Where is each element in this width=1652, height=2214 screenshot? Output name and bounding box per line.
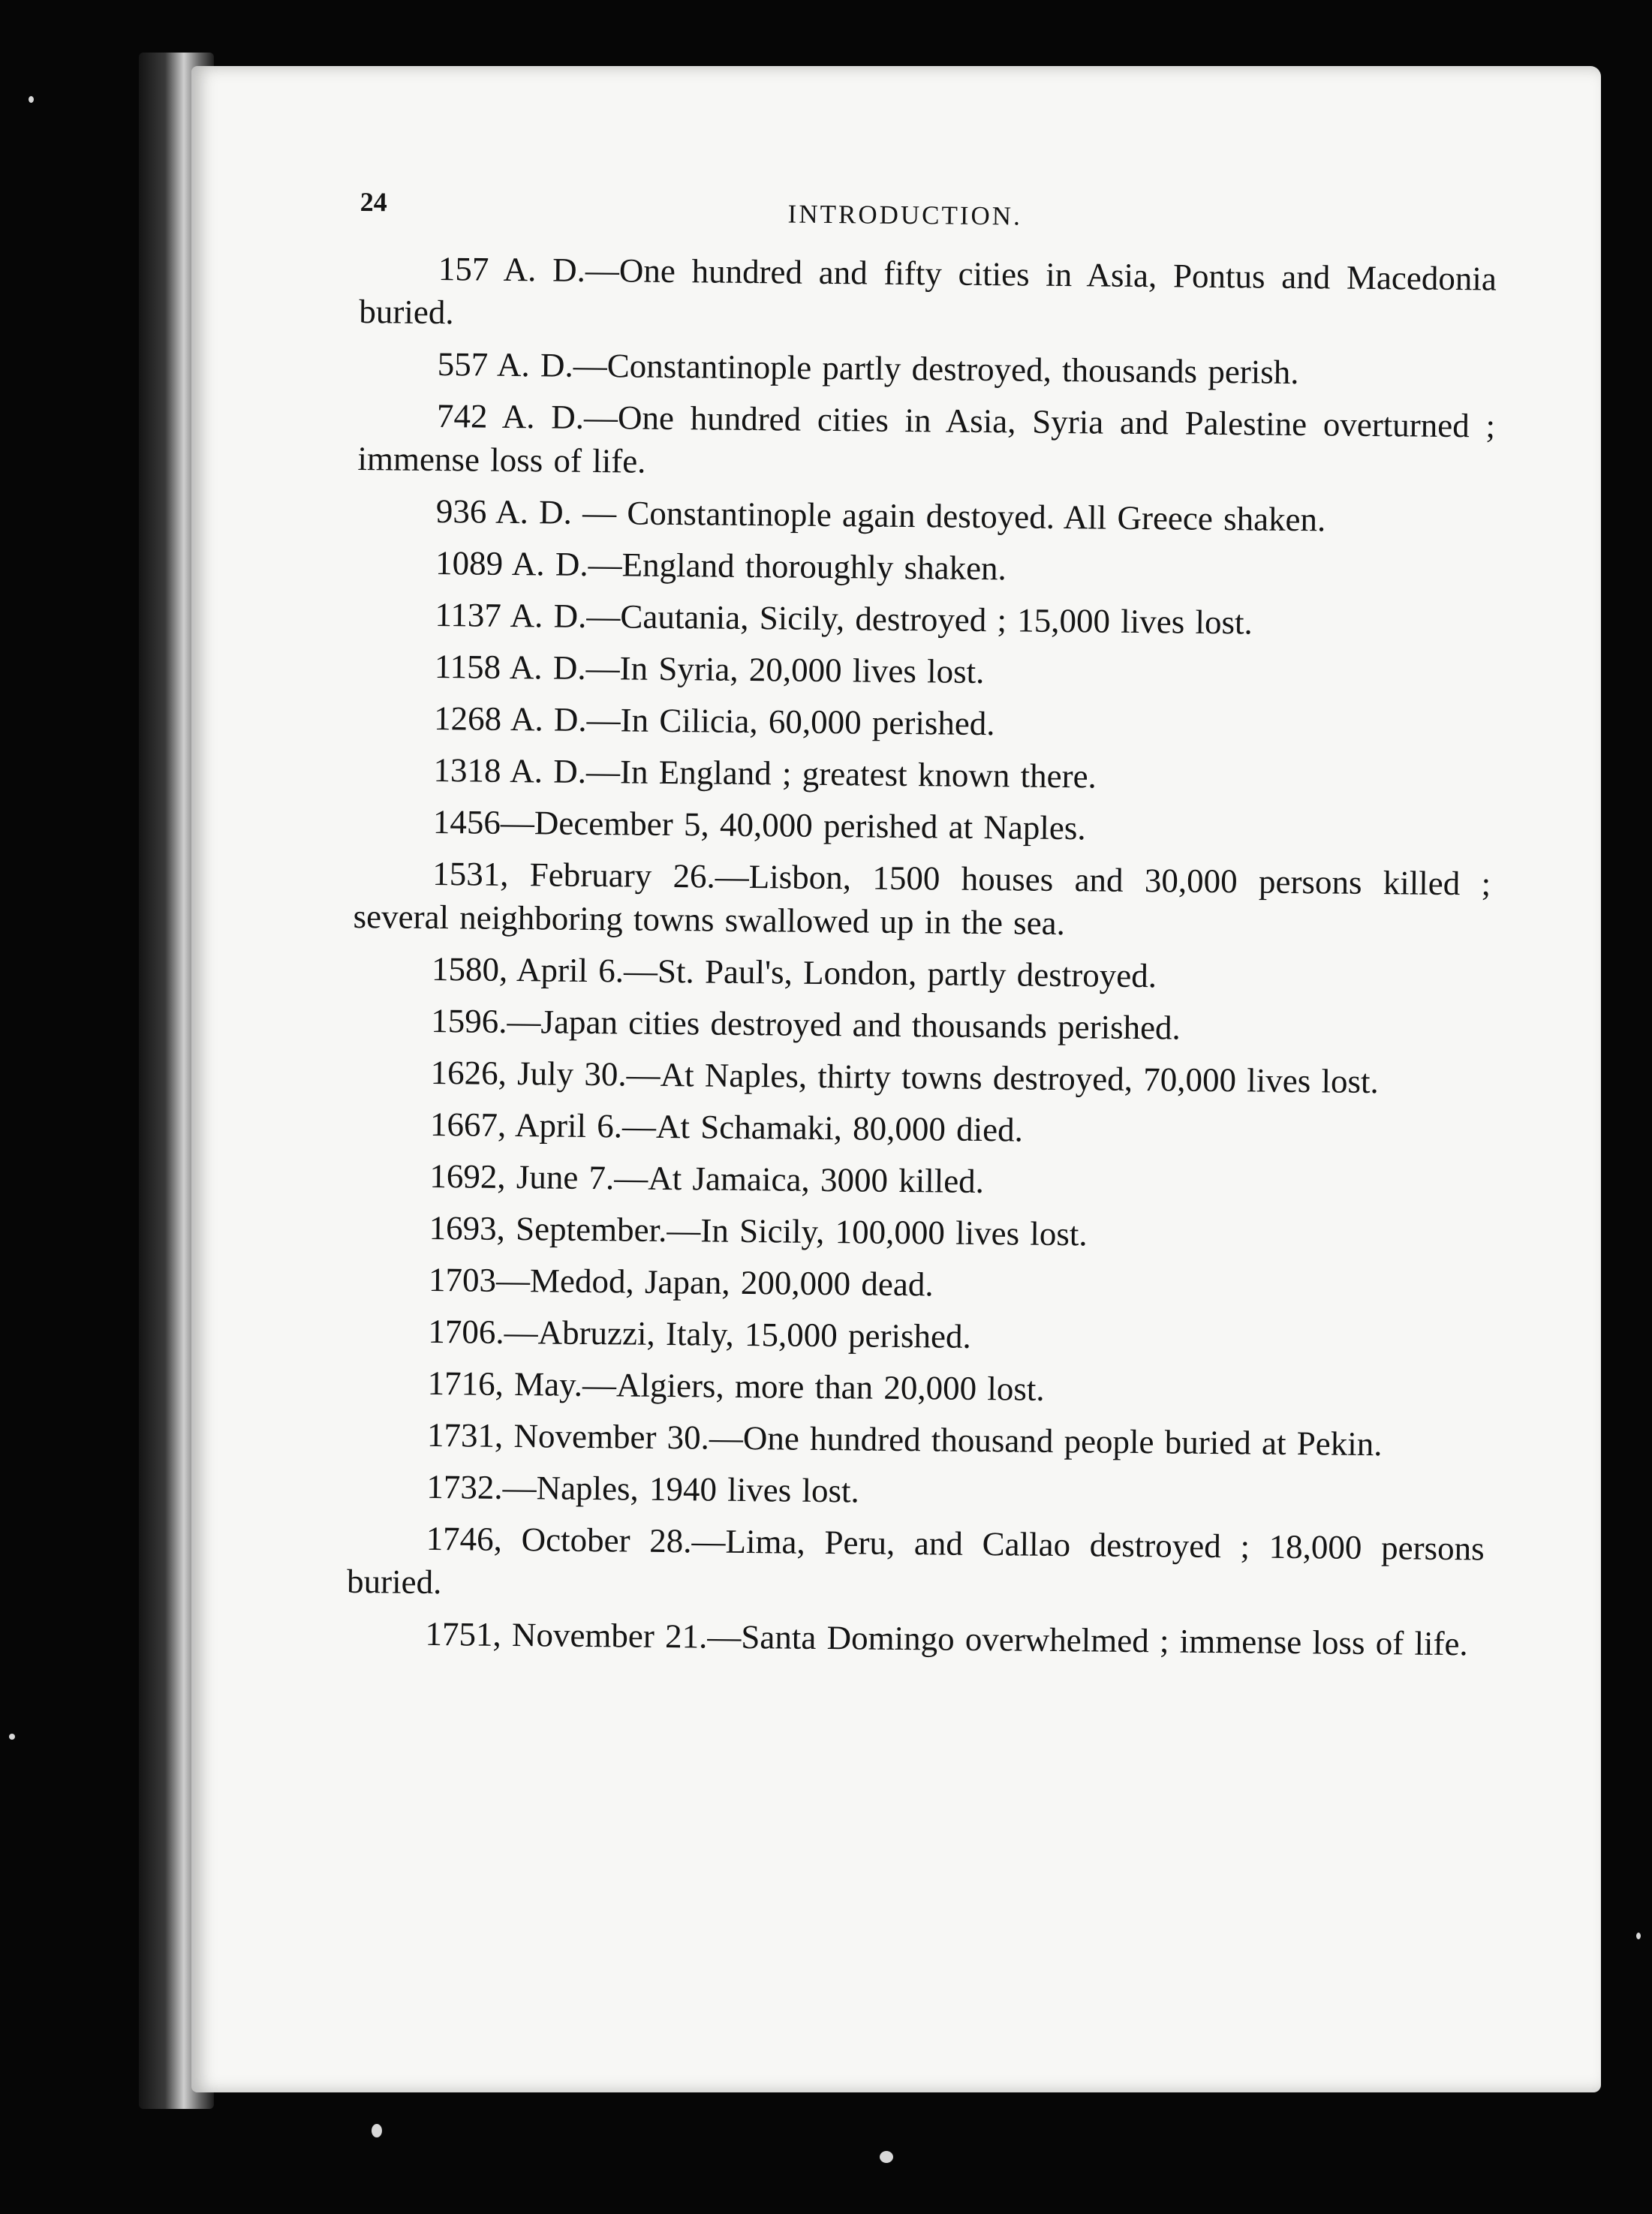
page-header — [360, 186, 1497, 257]
list-item: 1531, February 26.—Lisbon, 1500 houses and 30,000 persons killed ; several neighboring towns swallowed up in the sea. — [353, 854, 1491, 943]
list-item: 1706.—Abruzzi, Italy, 15,000 perished. — [428, 1312, 971, 1355]
list-item: 157 A. D.—One hundred and fifty cities in Asia, Pontus and Macedonia buried. — [359, 250, 1497, 332]
list-item: 1693, September.—In Sicily, 100,000 lives lost. — [429, 1208, 1088, 1253]
list-item: 1089 A. D.—England thoroughly shaken. — [435, 543, 1007, 588]
book-page — [191, 66, 1601, 2092]
running-head: INTRODUCTION. — [787, 199, 1023, 231]
list-item: 1456—December 5, 40,000 perished at Naples. — [432, 802, 1086, 847]
page-number: 24 — [360, 186, 387, 218]
list-item: 1137 A. D.—Cautania, Sicily, destroyed ; 15,000 lives lost. — [435, 595, 1253, 642]
list-item: 1751, November 21.—Santa Domingo overwhelmed ; immense loss of life. — [425, 1614, 1468, 1663]
earthquake-chronology-list — [346, 246, 1497, 1665]
list-item: 1667, April 6.—At Schamaki, 80,000 died. — [429, 1105, 1024, 1149]
list-item: 1746, October 28.—Lima, Peru, and Callao destroyed ; 18,000 persons buried. — [346, 1519, 1485, 1602]
list-item: 1732.—Naples, 1940 lives lost. — [426, 1467, 860, 1510]
list-item: 1716, May.—Algiers, more than 20,000 lost. — [427, 1364, 1045, 1408]
list-item: 1268 A. D.—In Cilicia, 60,000 perished. — [433, 699, 995, 743]
list-item: 1580, April 6.—St. Paul's, London, partly destroyed. — [431, 949, 1157, 995]
list-item: 1626, July 30.—At Naples, thirty towns destroyed, 70,000 lives lost. — [430, 1053, 1380, 1101]
list-item: 936 A. D. — Constantinople again destoyed. All Greece shaken. — [435, 492, 1326, 539]
list-item: 1692, June 7.—At Jamaica, 3000 killed. — [429, 1157, 985, 1201]
list-item: 1731, November 30.—One hundred thousand people buried at Pekin. — [426, 1415, 1383, 1463]
list-item: 557 A. D.—Constantinople partly destroyed, thousands perish. — [437, 344, 1299, 392]
list-item: 1703—Medod, Japan, 200,000 dead. — [428, 1260, 934, 1304]
page-content — [346, 186, 1497, 1674]
list-item: 1318 A. D.—In England ; greatest known there. — [433, 751, 1097, 796]
list-item: 1596.—Japan cities destroyed and thousands perished. — [431, 1001, 1181, 1047]
list-item: 1158 A. D.—In Syria, 20,000 lives lost. — [434, 647, 985, 691]
list-item: 742 A. D.—One hundred cities in Asia, Syria and Palestine overturned ; immense loss of life. — [357, 396, 1496, 480]
